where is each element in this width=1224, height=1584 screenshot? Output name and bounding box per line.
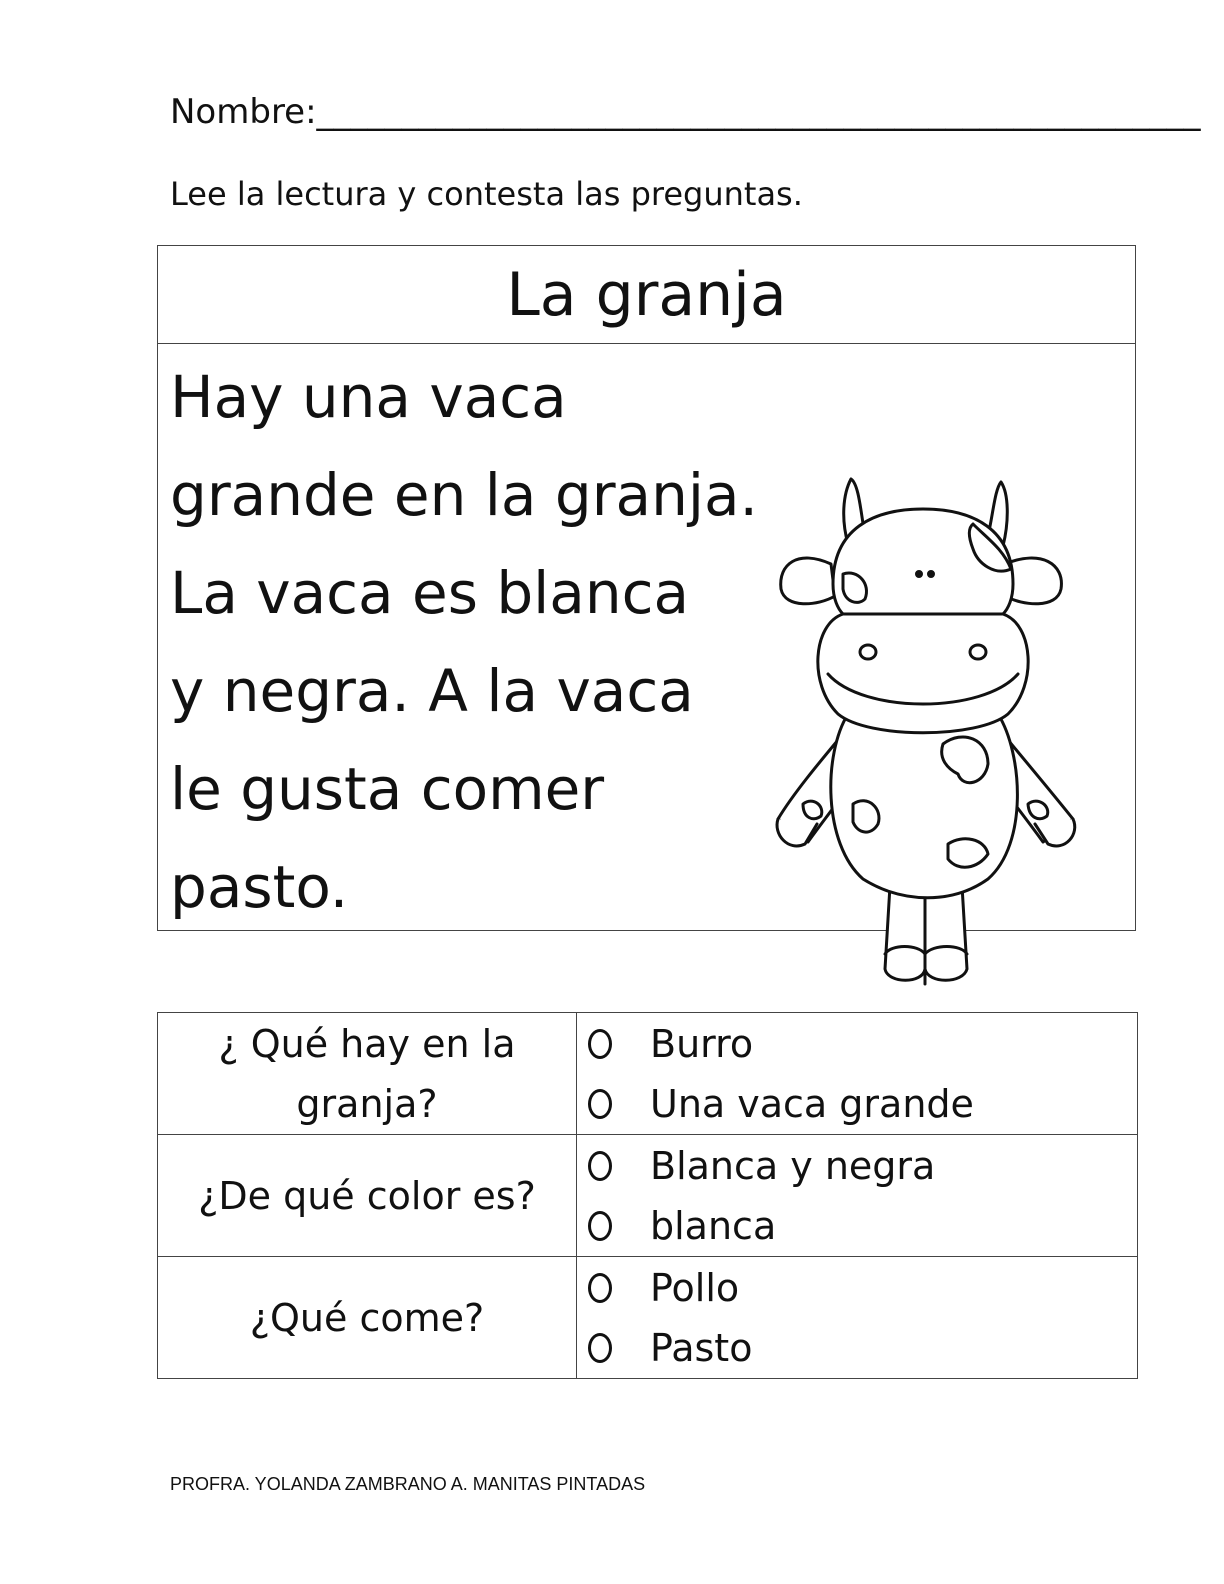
question-row	[158, 1257, 1138, 1379]
answer-bubble-icon[interactable]	[588, 1211, 612, 1241]
reading-body	[158, 344, 1135, 930]
answer-option[interactable]	[577, 1196, 1137, 1256]
question-row	[158, 1013, 1138, 1135]
story-line: La vaca es blanca	[170, 559, 690, 627]
name-field-line[interactable]: Nombre:____________________________________________________	[170, 92, 1201, 132]
answer-bubble-icon[interactable]	[588, 1333, 612, 1363]
option-label: Pasto	[650, 1325, 753, 1370]
answer-option[interactable]	[577, 1074, 1137, 1134]
questions-table	[157, 1012, 1138, 1379]
answer-option[interactable]	[577, 1258, 1137, 1318]
answer-bubble-icon[interactable]	[588, 1029, 612, 1059]
question-cell: ¿ Qué hay en la granja?	[158, 1013, 577, 1135]
story-line: pasto.	[170, 853, 349, 921]
options-cell	[577, 1135, 1138, 1257]
footer-credit: PROFRA. YOLANDA ZAMBRANO A. MANITAS PINTADAS	[170, 1474, 646, 1494]
answer-bubble-icon[interactable]	[588, 1089, 612, 1119]
answer-option[interactable]	[577, 1318, 1137, 1378]
question-row	[158, 1135, 1138, 1257]
option-label: Burro	[650, 1021, 754, 1066]
instructions-text: Lee la lectura y contesta las preguntas.	[170, 175, 803, 213]
options-cell	[577, 1013, 1138, 1135]
option-label: blanca	[650, 1203, 777, 1248]
option-label: Una vaca grande	[650, 1081, 974, 1126]
story-line: le gusta comer	[170, 755, 605, 823]
question-cell: ¿De qué color es?	[158, 1135, 577, 1257]
story-line: grande en la granja.	[170, 461, 758, 529]
reading-box	[157, 245, 1136, 931]
cow-illustration-icon	[773, 424, 1093, 894]
story-line: Hay una vaca	[170, 363, 567, 431]
option-label: Blanca y negra	[650, 1143, 936, 1188]
question-cell: ¿Qué come?	[158, 1257, 577, 1379]
answer-bubble-icon[interactable]	[588, 1151, 612, 1181]
story-line: y negra. A la vaca	[170, 657, 694, 725]
answer-bubble-icon[interactable]	[588, 1273, 612, 1303]
option-label: Pollo	[650, 1265, 740, 1310]
reading-title: La granja	[158, 246, 1135, 344]
answer-option[interactable]	[577, 1014, 1137, 1074]
options-cell	[577, 1257, 1138, 1379]
answer-option[interactable]	[577, 1136, 1137, 1196]
